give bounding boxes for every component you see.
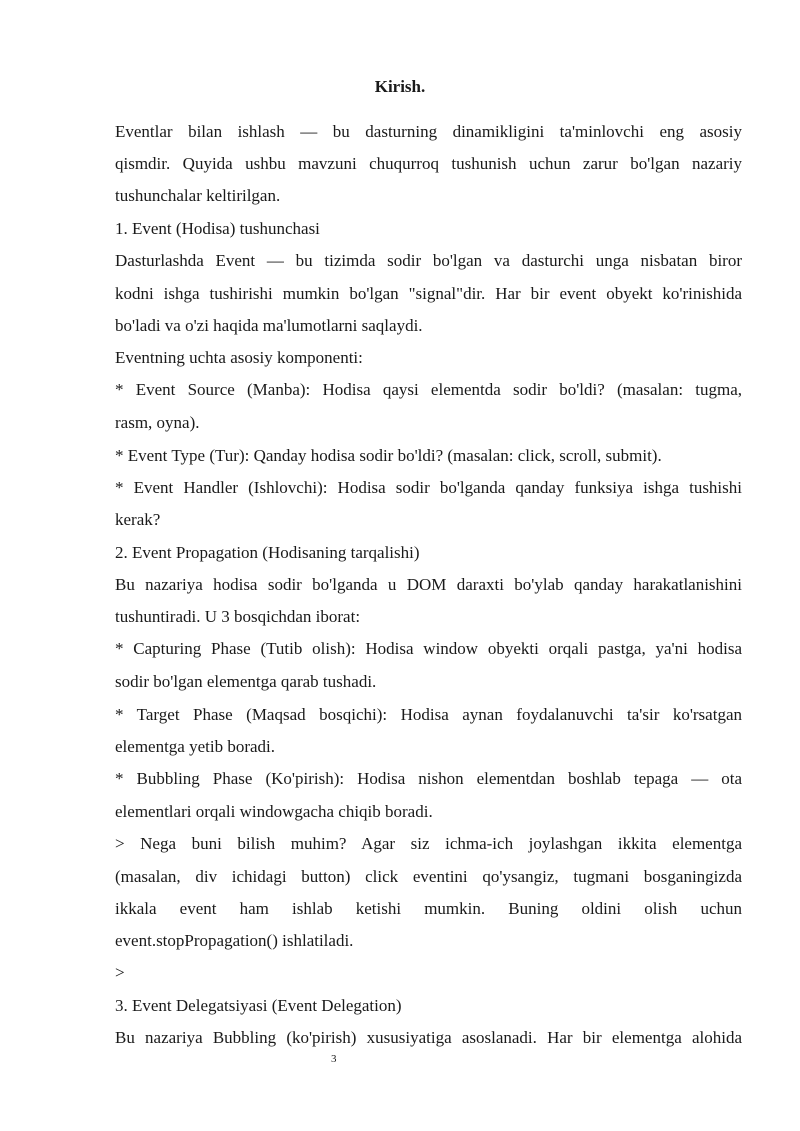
text-line: Dasturlashda Event — bu tizimda sodir bo'lgan va dasturchi unga nisbatan biror [115,251,742,270]
page-title: Kirish. [374,77,426,96]
text-line: tushunchalar keltirilgan. [115,186,281,205]
text-line: tushuntiradi. U 3 bosqichdan iborat: [115,607,361,626]
list-item: * Target Phase (Maqsad bosqichi): Hodisa aynan foydalanuvchi ta'sir ko'rsatgan [115,705,742,724]
text-line: Eventning uchta asosiy komponenti: [115,348,363,367]
text-line: kerak? [115,510,161,529]
section-heading: 2. Event Propagation (Hodisaning tarqalishi) [115,543,420,562]
list-item: * Event Source (Manba): Hodisa qaysi elementda sodir bo'ldi? (masalan: tugma, [115,380,742,399]
text-line: Eventlar bilan ishlash — bu dasturning dinamikligini ta'minlovchi eng asosiy [115,122,742,141]
text-line: Bu nazariya Bubbling (ko'pirish) xususiyatiga asoslanadi. Har bir elementga alohida [115,1028,742,1047]
quote-line: event.stopPropagation() ishlatiladi. [115,931,354,950]
text-line: kodni ishga tushirishi mumkin bo'lgan "signal"dir. Har bir event obyekt ko'rinishida [115,284,742,303]
quote-line: ikkala event ham ishlab ketishi mumkin. Buning oldini olish uchun [115,899,742,918]
page-number: 3 [331,1053,337,1065]
text-line: bo'ladi va o'zi haqida ma'lumotlarni saqlaydi. [115,316,423,335]
text-line: Bu nazariya hodisa sodir bo'lganda u DOM daraxti bo'ylab qanday harakatlanishini [115,575,742,594]
quote-line: (masalan, div ichidagi button) click eventini qo'ysangiz, tugmani bosganingizda [115,867,742,886]
list-item: * Capturing Phase (Tutib olish): Hodisa window obyekti orqali pastga, ya'ni hodisa [115,639,742,658]
text-line: rasm, oyna). [115,413,200,432]
text-line: sodir bo'lgan elementga qarab tushadi. [115,672,377,691]
text-line: elementlari orqali windowgacha chiqib boradi. [115,802,433,821]
quote-line: > [115,963,125,982]
text-line: qismdir. Quyida ushbu mavzuni chuqurroq tushunish uchun zarur bo'lgan nazariy [115,154,742,173]
text-line: elementga yetib boradi. [115,737,276,756]
section-heading: 1. Event (Hodisa) tushunchasi [115,219,320,238]
quote-line: > Nega buni bilish muhim? Agar siz ichma-ich joylashgan ikkita elementga [115,834,742,853]
list-item: * Bubbling Phase (Ko'pirish): Hodisa nishon elementdan boshlab tepaga — ota [115,769,742,788]
list-item: * Event Handler (Ishlovchi): Hodisa sodir bo'lganda qanday funksiya ishga tushishi [115,478,742,497]
list-item: * Event Type (Tur): Qanday hodisa sodir bo'ldi? (masalan: click, scroll, submit). [115,446,662,465]
section-heading: 3. Event Delegatsiyasi (Event Delegation) [115,996,402,1015]
